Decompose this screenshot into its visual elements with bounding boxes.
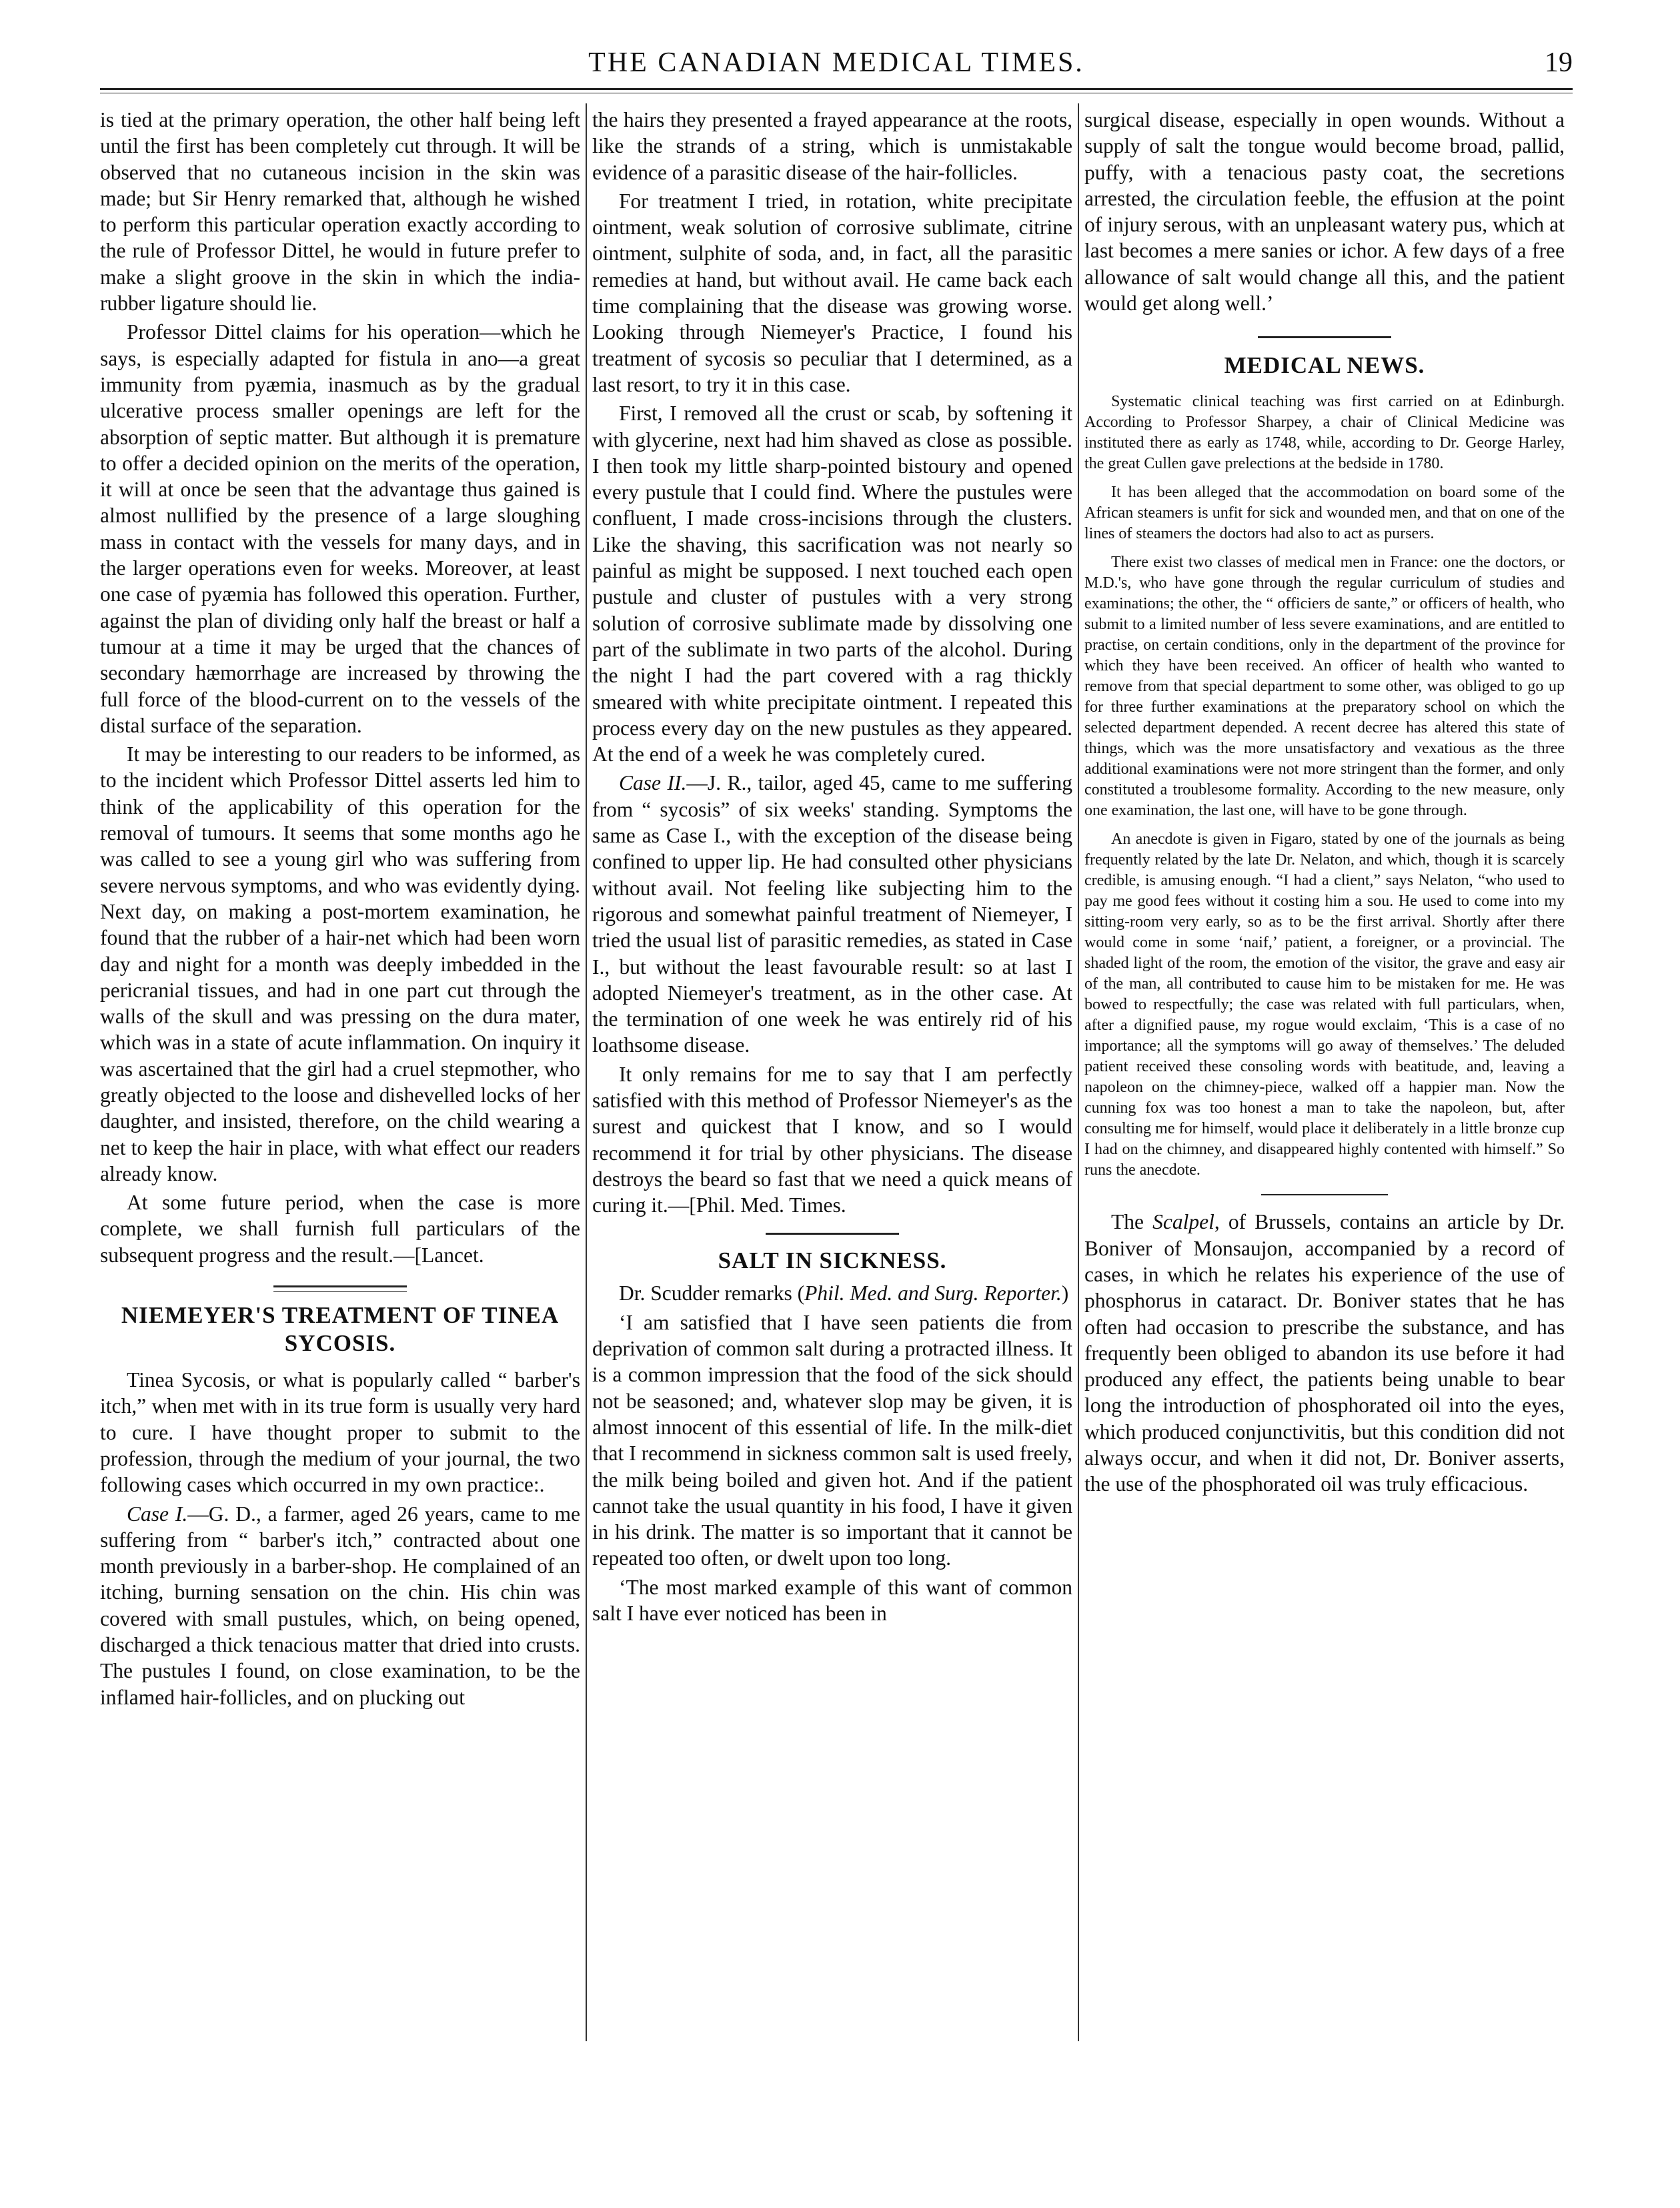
masthead [100, 47, 1573, 87]
scalpel-text: , of Brussels, contains an article by Dr. Boniver of Monsaujon, accompanied by a record of cases, in which he relates his experience of the use of phosphorus in cataract. Dr. Boniver states that he has often had occasion to prescribe the substance, and has frequently been obliged to abandon its use before it had produced any effect, the patients being unable to bear long the introduction of phosphorated oil into the eyes, which produced conjunctivitis, but this condition did not always occur, and when it did not, Dr. Boniver asserts, the use of the phosphorated oil was truly efficacious. [1084, 1210, 1565, 1496]
column-3 [1084, 107, 1565, 1498]
col3-paragraph-1: surgical disease, especially in open wounds. Without a supply of salt the tongue would become broad, pallid, puffy, with a tenacious pasty coat, the secretions arrested, the circulation feeble, the effusion at the point of injury serous, with an unpleasant watery pus, which at last becomes a mere sanies or ichor. A few days of a free allowance of salt would change all this, and the patient would get along well.’ [1084, 108, 1565, 316]
news-separator [1261, 1194, 1388, 1195]
col2-paragraph-8: ‘The most marked example of this want of common salt I have ever noticed has been in [592, 1575, 1072, 1626]
col1-paragraph-3: It may be interesting to our readers to be informed, as to the incident which Professor Dittel asserts led him to think of the applicability of this operation for the removal of tumours. It seems that some months ago he was called to see a young girl who was suffering from severe nervous symptoms, and who was evidently dying. Next day, on making a post-mortem examination, he found that the rubber of a hair-net which had been worn day and night for a month was deeply imbedded in the pericranial tissues, and had in one part cut through the walls of the skull and was pressing on the dura mater, which was in a state of acute inflammation. On inquiry it was ascertained that the girl had a cruel stepmother, who greatly objected to the loose and dishevelled locks of her daughter, and insisted, therefore, on the child wearing a net to keep the hair in place, with what effect our readers already know. [100, 742, 580, 1185]
col1-paragraph-2: Professor Dittel claims for his operation—which he says, is especially adapted for fistula in ano—a great immunity from pyæmia, inasmuch as by the gradual ulcerative process smaller openings are left for the absorption of septic matter. But although it is premature to offer a decided opinion on the merits of the operation, it will at once be seen that the advantage thus gained is almost nullified by the presence of a large sloughing mass in contact with the vessels for many days, and in the larger operations even for weeks. Moreover, at least one case of pyæmia has followed this operation. Further, against the plan of dividing only half the breast or half a tumour at a time it may be urged that the chances of secondary hæmorrhage are increased by throwing the full force of the blood-current on to the vessels of the distal surface of the separation. [100, 320, 580, 737]
article-heading-niemeyer: NIEMEYER'S TREATMENT OF TINEA SYCOSIS. [121, 1302, 560, 1357]
column-divider-2 [1078, 103, 1079, 2041]
col2-paragraph-3: First, I removed all the crust or scab, by softening it with glycerine, next had him shaved as close as possible. I then took my little sharp-pointed bistoury and opened every pustule that I could find. Where the pustules were confluent, I made cross-incisions through the clusters. Like the shaving, this sacrification was not nearly so painful as might be supposed. I next touched each open pustule and cluster of pustules with a very strong solution of corrosive sublimate made by dissolving one part of the sublimate in two parts of the alcohol. During the night I had the part covered with a rag thickly smeared with white precipitate ointment. I repeated this process every day on the new pustules as they appeared. At the end of a week he was completely cured. [592, 402, 1072, 766]
news-item-2: It has been alleged that the accommodation on board some of the African steamers is unfit for sick and wounded men, and that on one of the lines of steamers the doctors had also to act as pursers. [1084, 484, 1565, 543]
case-one-label: Case I. [127, 1502, 188, 1526]
col2-paragraph-1: the hairs they presented a frayed appearance at the roots, like the strands of a string, which is unmistakable evidence of a parasitic disease of the hair-follicles. [592, 108, 1072, 184]
column-1 [100, 107, 580, 1710]
case-one-text: —G. D., a farmer, aged 26 years, came to me suffering from “ barber's itch,” contracted about one month previously in a barber-shop. He complained of an itching, burning sensation on the chin. His chin was covered with small pustules, which, on being opened, discharged a thick tenacious matter that dried into crusts. The pustules I found, on close examination, to be the inflamed hair-follicles, and on plucking out [100, 1502, 580, 1709]
col2-paragraph-7: ‘I am satisfied that I have seen patients die from deprivation of common salt during a protracted illness. It is a common impression that the food of the sick should not be seasoned; and, whatever slop may be given, it is almost innocent of this essential of life. In the milk-diet that I recommend in sickness common salt is used freely, the milk being boiled and given hot. And if the patient cannot take the usual quantity in his food, I have it given in his drink. The matter is so important that it cannot be repeated too often, or dwelt upon too long. [592, 1310, 1072, 1570]
scudder-lead: Dr. Scudder remarks ( [619, 1281, 805, 1305]
column-2 [592, 107, 1072, 1626]
col1-paragraph-4: At some future period, when the case is more complete, we shall furnish full particulars of the subsequent progress and the result.—[Lancet. [100, 1191, 580, 1267]
article-heading-medical-news: MEDICAL NEWS. [1224, 352, 1425, 379]
column-divider-1 [586, 103, 587, 2041]
scudder-source: Phil. Med. and Surg. Reporter. [804, 1281, 1062, 1305]
col2-paragraph-6 [592, 1280, 1072, 1306]
case-two-text: —J. R., tailor, aged 45, came to me suffering from “ sycosis” of six weeks' standing. Symptoms the same as Case I., with the exception of the disease being confined to upper lip. He had consulted other physicians without avail. Not feeling like subjecting him to the rigorous and somewhat painful treatment of Niemeyer, I tried the usual list of parasitic remedies, as stated in Case I., but without the least favourable result: so at last I adopted Niemeyer's treatment, as in the other case. At the termination of one week he was entirely rid of his loathsome disease. [592, 771, 1072, 1057]
col2-paragraph-2: For treatment I tried, in rotation, white precipitate ointment, weak solution of corrosive sublimate, citrine ointment, sulphite of soda, and, in fact, all the parasitic remedies at hand, but without avail. He came back each time complaining that the disease was growing worse. Looking through Niemeyer's Practice, I found his treatment of sycosis so peculiar that I determined, as a last resort, to try it in this case. [592, 189, 1072, 396]
article-heading-salt: SALT IN SICKNESS. [718, 1247, 947, 1274]
page-number: 19 [1545, 47, 1573, 78]
news-item-4: An anecdote is given in Figaro, stated by one of the journals as being frequently related by the late Dr. Nelaton, and which, though it is scarcely credible, is amusing enough. “I had a client,” says Nelaton, “who used to pay me good fees without it costing him a sou. He used to come into my sitting-room very early, so as to be the first arrival. Shortly after there would come in some ‘naif,’ patient, a foreigner, or a provincial. The shaded light of the room, the emotion of the visitor, the grave and easy air of the man, all contributed to cause him to be mistaken for me. He was bowed to respectfully; the case was related with full particulars, when, after a dignified pause, my rogue would exclaim, ‘This is a case of no importance; all the symptoms will go away of themselves.’ The deluded patient received these consoling words with beatitude, and, leaving a napoleon on the chimney-piece, walked off a happier man. Now the cunning fox was too honest a man to take the napoleon, but, after consulting me for himself, would place it deliberately in a little bronze cup I had on the chimney, and disappeared highly contented with himself.” So runs the anecdote. [1084, 831, 1565, 1179]
news-item-3: There exist two classes of medical men in France: one the doctors, or M.D.'s, who have gone through the regular curriculum of studies and examinations; the other, the “ officiers de sante,” or officers of health, who submit to a limited number of less severe examinations, and are entitled to practise, on certain conditions, only in the department of the province for which they have been received. An officer of health who wanted to remove from that special department to some other, was obliged to go up for three further examinations at the preparatory school on which the selected department depended. A recent decree has altered this state of things, which was the more unsatisfactory and vexatious as the three additional examinations were not more stringent than the former, and only constituted a troublesome formality. According to the new measure, only one examination, the last one, will have to be gone through. [1084, 554, 1565, 820]
medical-news-items [1084, 392, 1565, 1181]
col2-paragraph-5: It only remains for me to say that I am perfectly satisfied with this method of Professor Niemeyer's as the surest and quickest that I know, and so I would recommend it for trial by other physicians. The disease destroys the beard so fast that we need a quick means of curing it.—[Phil. Med. Times. [592, 1062, 1072, 1217]
journal-title: THE CANADIAN MEDICAL TIMES. [588, 47, 1084, 78]
col1-paragraph-1: is tied at the primary operation, the other half being left until the first has been completely cut through. It will be observed that no cutaneous incision in the skin was made; but Sir Henry remarked that, although he wished to perform this particular operation exactly according to the rule of Professor Dittel, he would in future prefer to make a slight groove in the skin in which the india-rubber ligature should lie. [100, 108, 580, 316]
news-item-1: Systematic clinical teaching was first carried on at Edinburgh. According to Professor Sharpey, a chair of Clinical Medicine was instituted there as early as 1748, while, according to Dr. George Harley, the great Cullen gave prelections at the bedside in 1780. [1084, 393, 1565, 473]
case-two-label: Case II. [619, 771, 687, 795]
col1-paragraph-5: Tinea Sycosis, or what is popularly called “ barber's itch,” when met with in its true form is usually very hard to cure. I have thought proper to submit to the profession, through the medium of your journal, the two following cases which occurred in my own practice:. [100, 1368, 580, 1497]
col3-paragraph-scalpel [1084, 1209, 1565, 1497]
scalpel-title: Scalpel [1152, 1210, 1214, 1234]
header-rule [100, 88, 1573, 90]
col1-paragraph-6 [100, 1501, 580, 1710]
scalpel-lead: The [1111, 1210, 1153, 1234]
col2-paragraph-4 [592, 770, 1072, 1058]
scudder-close: ) [1061, 1281, 1069, 1305]
